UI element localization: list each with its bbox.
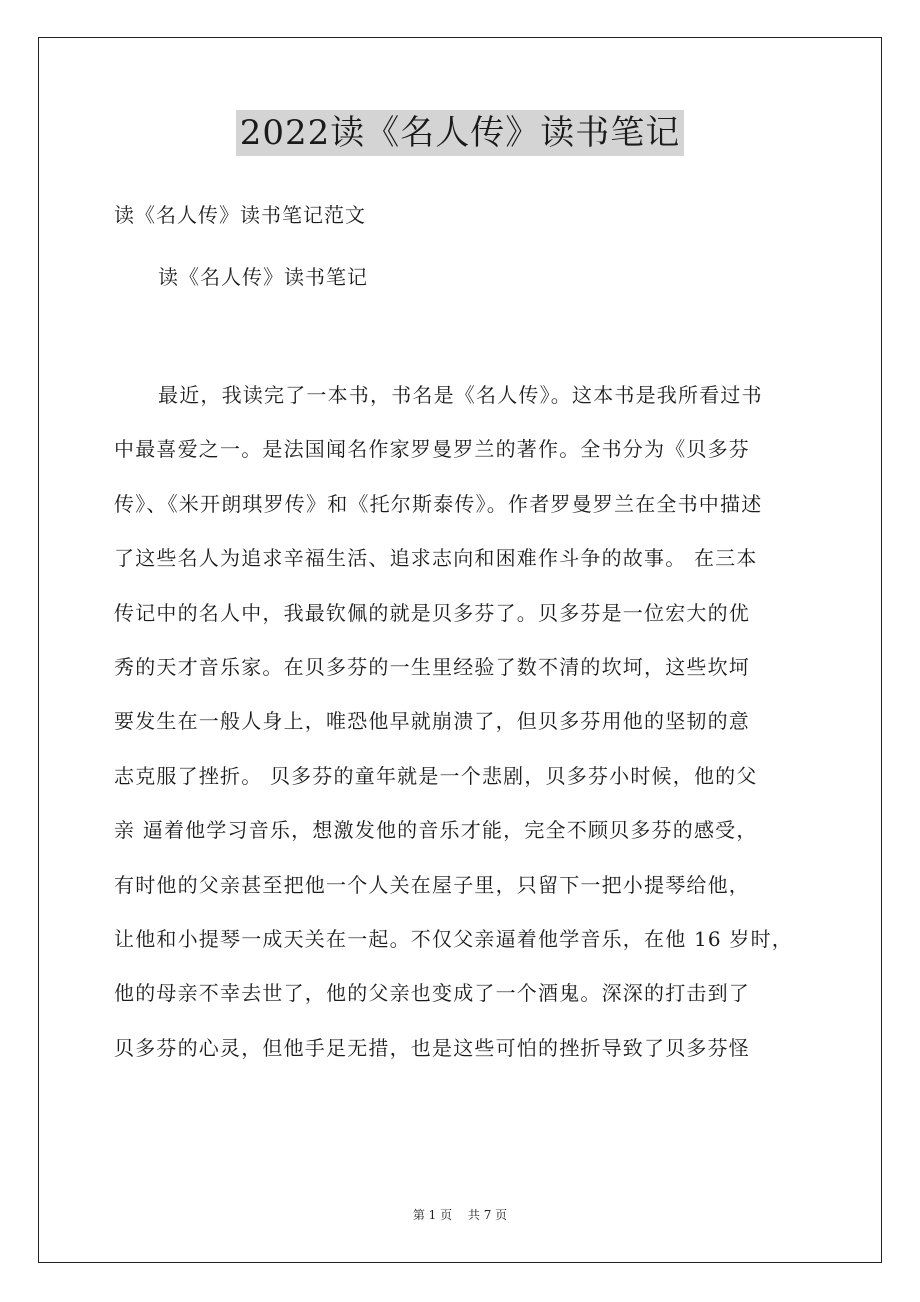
section-heading: 读《名人传》读书笔记	[158, 265, 368, 289]
text-line: 有时他的父亲甚至把他一个人关在屋子里，只留下一把小提琴给他，	[114, 872, 750, 897]
text-line: 传记中的名人中，我最钦佩的就是贝多芬了。贝多芬是一位宏大的优	[114, 600, 750, 625]
text-line: 中最喜爱之一。是法国闻名作家罗曼罗兰的著作。全书分为《贝多芬	[114, 437, 750, 462]
text-line: 亲 逼着他学习音乐，想激发他的音乐才能，完全不顾贝多芬的感受，	[114, 818, 758, 843]
text-line: 志克服了挫折。 贝多芬的童年就是一个悲剧，贝多芬小时候，他的父	[114, 763, 758, 788]
title-container	[0, 110, 920, 156]
page-footer	[0, 1206, 920, 1224]
text-line: 贝多芬的心灵，但他手足无措，也是这些可怕的挫折导致了贝多芬怪	[114, 1035, 750, 1060]
text-line: 了这些名人为追求辛福生活、追求志向和困难作斗争的故事。 在三本	[114, 546, 758, 571]
text-line: 让他和小提琴一成天关在一起。不仅父亲逼着他学音乐，在他 16 岁时，	[114, 926, 793, 951]
document-title: 2022读《名人传》读书笔记	[236, 110, 685, 156]
text-line: 传》、《米开朗琪罗传》和《托尔斯泰传》。作者罗曼罗兰在全书中描述	[114, 491, 763, 516]
page-number: 第 1 页	[412, 1208, 453, 1222]
page-total: 共 7 页	[467, 1208, 508, 1222]
document-subtitle: 读《名人传》读书笔记范文	[114, 203, 366, 227]
text-line: 他的母亲不幸去世了，他的父亲也变成了一个酒鬼。深深的打击到了	[114, 981, 750, 1006]
text-line: 最近，我读完了一本书，书名是《名人传》。这本书是我所看过书	[158, 383, 763, 407]
text-line: 要发生在一般人身上，唯恐他早就崩溃了，但贝多芬用他的坚韧的意	[114, 709, 750, 734]
text-line: 秀的天才音乐家。在贝多芬的一生里经验了数不清的坎坷，这些坎坷	[114, 654, 750, 679]
body-text	[114, 378, 834, 1085]
